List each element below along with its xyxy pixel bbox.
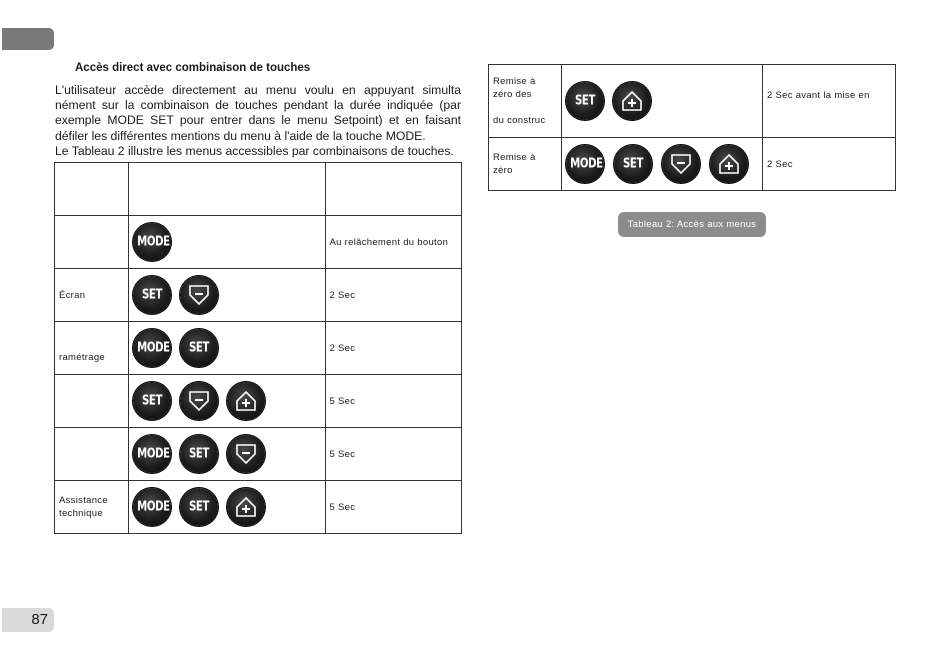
mode-button-icon xyxy=(133,223,171,261)
mode-button-label: MODE xyxy=(570,156,603,172)
set-button-icon xyxy=(133,382,171,420)
menu-label-line xyxy=(493,101,557,114)
table-row xyxy=(55,322,462,375)
up-arrow-plus-icon xyxy=(613,82,651,120)
table-row xyxy=(55,269,462,322)
button-combination xyxy=(128,375,325,428)
intro-line: nément sur la combinaison de touches pendant la durée indiquée (par xyxy=(55,98,461,113)
mode-button-label: MODE xyxy=(137,446,170,462)
up-arrow-plus-icon xyxy=(227,382,265,420)
hold-time: 5 Sec xyxy=(325,481,461,534)
button-combination xyxy=(128,428,325,481)
table-row xyxy=(55,481,462,534)
button-combination xyxy=(128,322,325,375)
mode-button-label: MODE xyxy=(137,340,170,356)
header-cell xyxy=(325,163,461,216)
table-row xyxy=(55,375,462,428)
up-arrow-plus-icon xyxy=(227,488,265,526)
menu-access-table-left xyxy=(54,162,462,534)
button-combination xyxy=(128,481,325,534)
mode-button-icon xyxy=(566,145,604,183)
button-combination xyxy=(561,65,762,138)
set-button-label: SET xyxy=(188,446,209,462)
menu-label: Assistance technique xyxy=(55,481,129,534)
table-caption: Tableau 2: Accès aux menus xyxy=(618,212,766,237)
hold-time: 2 Sec avant la mise en xyxy=(762,65,895,138)
set-button-label: SET xyxy=(188,499,209,515)
mode-button-icon xyxy=(133,329,171,367)
set-button-label: SET xyxy=(188,340,209,356)
menu-label xyxy=(489,138,562,191)
header-cell xyxy=(128,163,325,216)
set-button-icon xyxy=(180,435,218,473)
set-button-label: SET xyxy=(574,93,595,109)
button-combination xyxy=(561,138,762,191)
table-header-row xyxy=(55,163,462,216)
set-button-label: SET xyxy=(141,393,162,409)
chapter-tab xyxy=(2,28,54,50)
page-number: 87 xyxy=(2,608,54,632)
mode-button-label: MODE xyxy=(137,499,170,515)
menu-label-line: zéro des xyxy=(493,89,532,100)
intro-paragraph xyxy=(55,83,461,159)
intro-line: défiler les différentes mentions du menu à l'aide de la touche MODE. xyxy=(55,128,426,143)
set-button-label: SET xyxy=(141,287,162,303)
table-row xyxy=(489,138,896,191)
up-arrow-plus-icon xyxy=(710,145,748,183)
set-button-icon xyxy=(180,488,218,526)
down-arrow-minus-icon xyxy=(180,276,218,314)
intro-line: Le Tableau 2 illustre les menus accessibles par combinaisons de touches. xyxy=(55,143,454,158)
hold-time: 2 Sec xyxy=(325,269,461,322)
hold-time: 2 Sec xyxy=(325,322,461,375)
mode-button-icon xyxy=(133,488,171,526)
set-button-icon xyxy=(180,329,218,367)
menu-label xyxy=(489,65,562,138)
hold-time: 2 Sec xyxy=(762,138,895,191)
menu-label xyxy=(55,216,129,269)
intro-line: L'utilisateur accède directement au menu voulu en appuyant simulta xyxy=(55,83,461,97)
intro-line: exemple MODE SET pour entrer dans le menu Setpoint) et en faisant xyxy=(55,113,461,128)
hold-time: Au relâchement du bouton xyxy=(325,216,461,269)
button-combination xyxy=(128,269,325,322)
menu-access-table-right xyxy=(488,64,896,191)
button-combination xyxy=(128,216,325,269)
menu-label: Écran xyxy=(55,269,129,322)
down-arrow-minus-icon xyxy=(180,382,218,420)
section-heading: Accès direct avec combinaison de touches xyxy=(75,62,311,74)
table-row xyxy=(489,65,896,138)
menu-label-line: zéro xyxy=(493,165,513,176)
set-button-icon xyxy=(133,276,171,314)
menu-label: ramétrage xyxy=(55,322,129,375)
menu-label xyxy=(55,375,129,428)
menu-label-line: du construc xyxy=(493,115,546,126)
down-arrow-minus-icon xyxy=(227,435,265,473)
header-cell xyxy=(55,163,129,216)
mode-button-icon xyxy=(133,435,171,473)
mode-button-label: MODE xyxy=(137,234,170,250)
menu-label xyxy=(55,428,129,481)
menu-label-line: Remise à xyxy=(493,152,536,163)
set-button-label: SET xyxy=(622,156,643,172)
hold-time: 5 Sec xyxy=(325,428,461,481)
menu-label-line: Remise à xyxy=(493,76,536,87)
table-row xyxy=(55,216,462,269)
table-row xyxy=(55,428,462,481)
down-arrow-minus-icon xyxy=(662,145,700,183)
set-button-icon xyxy=(614,145,652,183)
set-button-icon xyxy=(566,82,604,120)
hold-time: 5 Sec xyxy=(325,375,461,428)
